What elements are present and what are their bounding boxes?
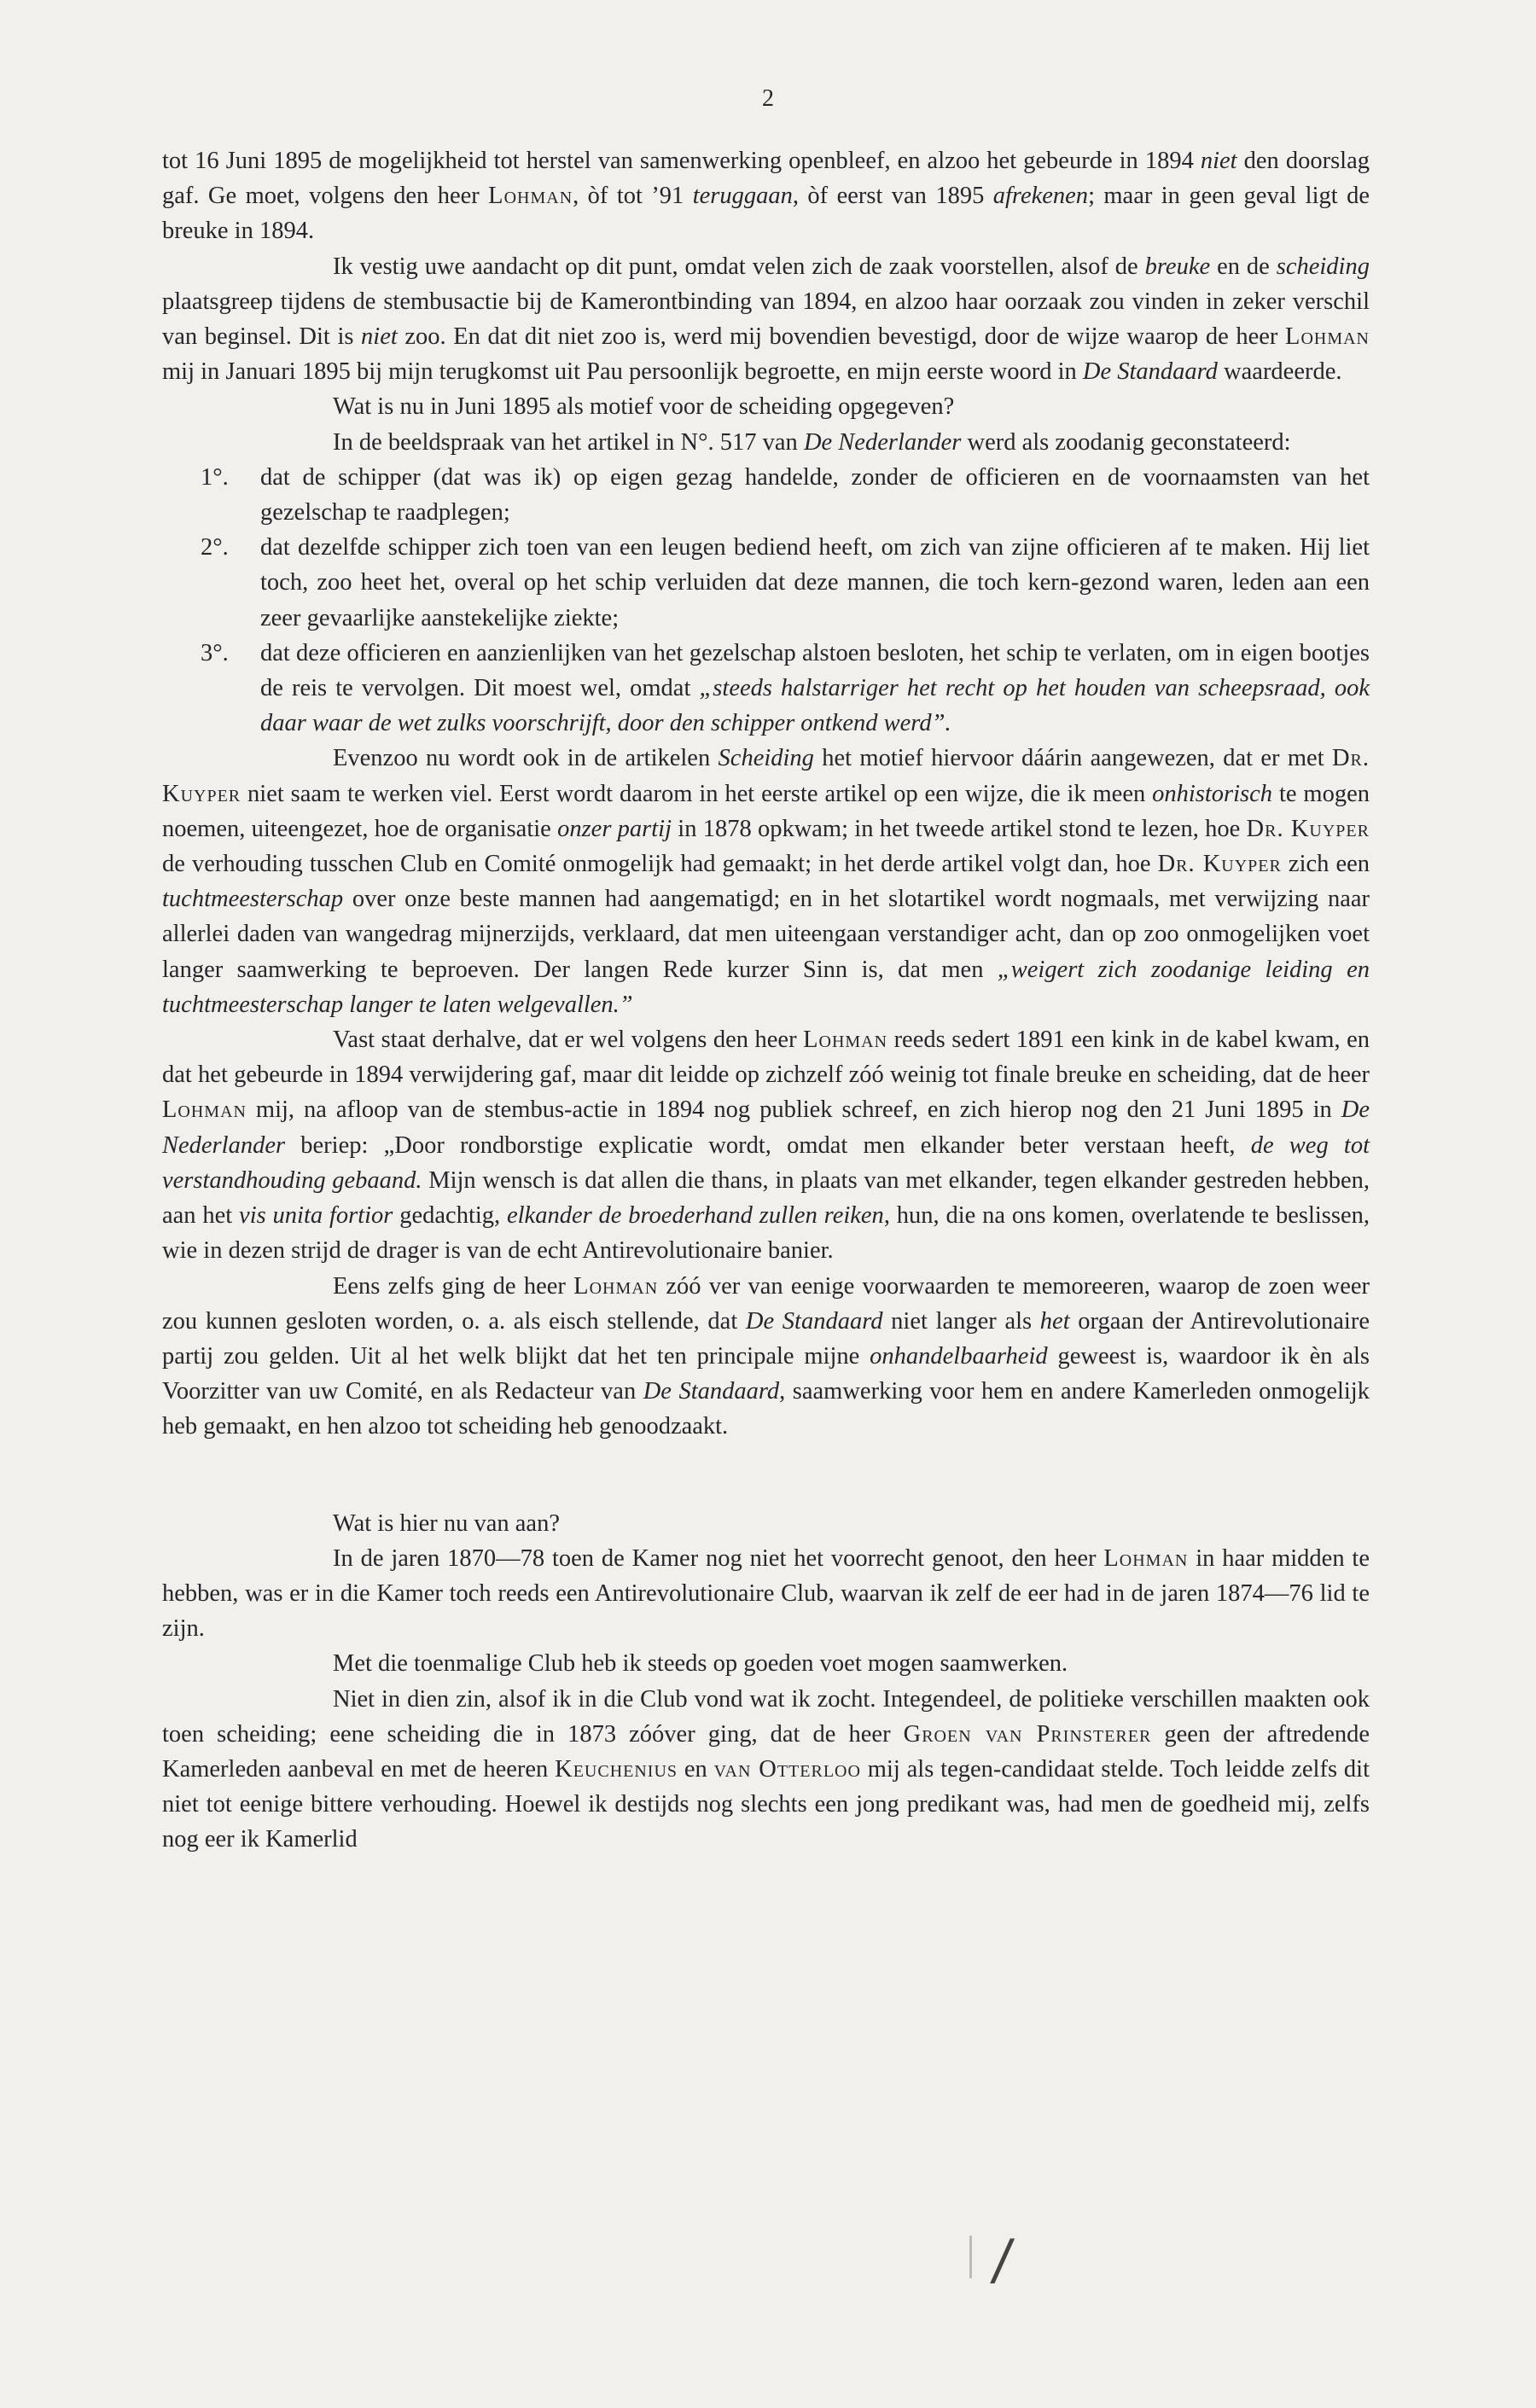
list-item — [162, 530, 1370, 636]
small-caps-name: Lohman — [162, 1096, 247, 1124]
paragraph — [162, 1269, 1370, 1445]
list-item-text — [260, 530, 1370, 636]
italic-text: De Standaard — [1082, 358, 1218, 386]
italic-text: De Nederlander — [803, 428, 962, 456]
text-run: Eens zelfs ging de heer — [333, 1272, 574, 1300]
text-run: zóó ver van eenige voorwaarden te memoreeren, waarop de zoen weer zou kunnen gesloten worden, o. a. als eisch stellende, dat — [162, 1272, 1370, 1335]
italic-text: De Standaard — [643, 1378, 780, 1405]
text-run: zich een — [1281, 851, 1370, 878]
text-run: niet langer als — [882, 1307, 1040, 1335]
small-caps-name: Lohman — [1103, 1544, 1189, 1572]
text-run: , saamwerking voor hem en andere Kamerleden onmogelijk heb gemaakt, en hen alzoo tot scheiding heb genoodzaakt. — [162, 1378, 1370, 1440]
paragraph — [162, 1506, 1370, 1541]
text-run: gedachtig, — [393, 1202, 507, 1230]
text-run: in haar midden te hebben, was er in die Kamer toch reeds een Antirevolutionaire Club, waarvan ik zelf de eer had in de jaren 1874—76 lid te zijn. — [162, 1544, 1370, 1643]
list-item — [162, 636, 1370, 742]
small-caps-name: Dr. Kuyper — [1157, 851, 1282, 878]
text-run: Mijn wensch is dat allen die thans, in plaats van met elkander, tegen elkander gestreden hebben, aan het — [162, 1166, 1370, 1230]
text-run: dat de schipper (dat was ik) op eigen gezag handelde, zonder de officieren en de voornaamsten van het gezelschap te raadplegen; — [260, 463, 1370, 526]
italic-text: onhistorisch — [1152, 780, 1273, 807]
italic-text: afrekenen — [992, 183, 1089, 210]
text-run: het motief hiervoor dáárin aangewezen, dat er met — [813, 745, 1332, 772]
text-run: Niet in dien zin, alsof ik in die Club vond wat ik zocht. Integendeel, de politieke verschillen maakten ook toen scheiding; eene scheiding die in 1873 zóóver ging, dat de heer — [162, 1685, 1370, 1748]
text-run: mij in Januari 1895 bij mijn terugkomst uit Pau persoonlijk begroette, en mijn eerste woord in — [162, 358, 1083, 386]
italic-text: tuchtmeesterschap — [162, 886, 344, 913]
list-item-text — [260, 460, 1370, 530]
text-run: dat deze officieren en aanzienlijken van het gezelschap alstoen besloten, het schip te verlaten, om in eigen bootjes de reis te vervolgen. Dit moest wel, omdat — [260, 639, 1370, 702]
italic-text: „weigert zich zoodanige leiding en tuchtmeesterschap langer te laten welgevallen.” — [162, 956, 1370, 1018]
body-text — [162, 143, 1370, 1858]
italic-text: niet — [1200, 148, 1237, 174]
text-run: en — [678, 1755, 714, 1783]
text-run: geen der aftredende Kamerleden aanbeval en met de heeren — [162, 1720, 1370, 1783]
text-run: orgaan der Antirevolutionaire partij zou gelden. Uit al het welk blijkt dat het ten principale mijne — [162, 1307, 1370, 1370]
italic-text: scheiding — [1276, 253, 1370, 280]
text-run: werd als zoodanig geconstateerd: — [961, 428, 1291, 456]
paragraph — [162, 249, 1370, 390]
paragraph — [162, 1541, 1370, 1647]
text-run: tot 16 Juni 1895 de mogelijkheid tot herstel van samenwerking openbleef, en alzoo het gebeurde in 1894 — [162, 148, 1201, 174]
text-run: plaatsgreep tijdens de stembusactie bij de Kamerontbinding van 1894, en alzoo haar oorzaak zou vinden in zeker verschil van beginsel. Dit is — [162, 288, 1370, 351]
list-item-number: 3°. — [201, 639, 229, 666]
text-run: in 1878 opkwam; in het tweede artikel stond te lezen, hoe — [672, 815, 1247, 842]
text-run: In de jaren 1870—78 toen de Kamer nog niet het voorrecht genoot, den heer — [333, 1544, 1104, 1572]
text-run: , òf tot ’91 — [573, 183, 693, 210]
paragraph — [162, 1646, 1370, 1681]
italic-text: De Standaard — [745, 1307, 883, 1335]
paragraph — [162, 389, 1370, 424]
small-caps-name: Lohman — [488, 183, 573, 210]
italic-text: teruggaan — [692, 183, 793, 210]
text-run: ; maar in geen geval ligt de breuke in 1894. — [162, 183, 1370, 245]
text-run: zoo. En dat dit niet zoo is, werd mij bovendien bevestigd, door de wijze waarop de heer — [397, 323, 1286, 351]
text-run: Ik vestig uwe aandacht op dit punt, omdat velen zich de zaak voorstellen, alsof de — [333, 253, 1145, 280]
paragraph — [162, 1682, 1370, 1858]
text-run: Vast staat derhalve, dat er wel volgens den heer — [333, 1027, 804, 1054]
italic-text: breuke — [1144, 253, 1211, 280]
small-caps-name: Keuchenius — [555, 1755, 678, 1783]
paragraph — [162, 425, 1370, 460]
text-run: Met die toenmalige Club heb ik steeds op goeden voet mogen saamwerken. — [333, 1650, 1068, 1678]
pencil-mark-icon: / — [988, 2229, 1016, 2292]
paragraph — [162, 1022, 1370, 1268]
text-run: , hun, die na ons komen, overlatende te beslissen, wie in dezen strijd de drager is van de echt Antirevolutionaire banier. — [162, 1202, 1370, 1265]
paragraph — [162, 143, 1370, 249]
text-run: te mogen noemen, uiteengezet, hoe de organisatie — [162, 780, 1370, 842]
text-run: waardeerde. — [1217, 358, 1342, 386]
italic-text: onzer partij — [557, 815, 672, 842]
paragraph — [162, 741, 1370, 1022]
text-run: beriep: „Door rondborstige explicatie wordt, omdat men elkander beter verstaan heeft, — [285, 1131, 1251, 1159]
list-item — [162, 460, 1370, 530]
text-run: Evenzoo nu wordt ook in de artikelen — [333, 745, 719, 772]
small-caps-name: Groen van Prinsterer — [903, 1720, 1152, 1748]
text-run: de verhouding tusschen Club en Comité onmogelijk had gemaakt; in het derde artikel volgt dan, hoe — [162, 851, 1158, 878]
small-caps-name: Lohman — [1285, 323, 1370, 351]
text-run: In de beeldspraak van het artikel in N°. 517 van — [333, 428, 804, 456]
small-caps-name: van Otterloo — [713, 1755, 861, 1783]
italic-text: niet — [361, 323, 398, 351]
text-run: over onze beste mannen had aangematigd; en in het slotartikel wordt nogmaals, met verwijzing naar allerlei daden van wangedrag mijnerzijds, verklaard, dat men uiteengaan verstandiger acht, dan op zoo onmogelijken voet langer saamwerking te beproeven. Der langen Rede kurzer Sinn is, dat men — [162, 886, 1370, 983]
italic-text: het — [1039, 1307, 1070, 1335]
italic-text: onhandelbaarheid — [870, 1342, 1048, 1370]
italic-text: De Nederlander — [162, 1096, 1370, 1159]
italic-text: Scheiding — [718, 745, 814, 772]
list-item-number: 2°. — [201, 534, 229, 561]
italic-text: „steeds halstarriger het recht op het houden van scheepsraad, ook daar waar de wet zulks voorschrijft, door den schipper ontkend werd”. — [260, 675, 1370, 737]
scan-mark — [969, 2236, 972, 2278]
small-caps-name: Lohman — [573, 1272, 659, 1300]
text-run: Wat is hier nu van aan? — [333, 1509, 560, 1537]
text-run: dat dezelfde schipper zich toen van een leugen bediend heeft, om zich van zijne officieren af te maken. Hij liet toch, zoo heet het, overal op het schip verluiden dat deze mannen, die toch kern-gezond waren, leden aan een zeer gevaarlijke aanstekelijke ziekte; — [260, 534, 1370, 631]
italic-text: vis unita fortior — [239, 1202, 393, 1230]
italic-text: elkander de broederhand zullen reiken — [506, 1202, 884, 1230]
text-run: mij als tegen-candidaat stelde. Toch leidde zelfs dit niet tot eenige bittere verhouding. Hoewel ik destijds nog slechts een jong predikant was, had men de goedheid mij, zelfs nog eer ik Kamerlid — [162, 1755, 1370, 1853]
italic-text: de weg tot verstandhouding gebaand. — [162, 1131, 1370, 1194]
text-run: , òf eerst van 1895 — [792, 183, 993, 210]
text-run: reeds sedert 1891 een kink in de kabel kwam, en dat het gebeurde in 1894 verwijdering gaf, maar dit leidde op zichzelf zóó weinig tot finale breuke en scheiding, dat de heer — [162, 1027, 1370, 1089]
text-run: geweest is, waardoor ik èn als Voorzitter van uw Comité, en als Redacteur van — [162, 1342, 1370, 1405]
small-caps-name: Dr. Kuyper — [162, 745, 1370, 807]
small-caps-name: Dr. Kuyper — [1246, 815, 1370, 842]
text-run: mij, na afloop van de stembus-actie in 1894 nog publiek schreef, en zich hierop nog den 21 Juni 1895 in — [246, 1096, 1341, 1124]
text-run: Wat is nu in Juni 1895 als motief voor de scheiding opgegeven? — [333, 393, 955, 421]
text-run: en de — [1210, 253, 1277, 280]
text-run: niet saam te werken viel. Eerst wordt daarom in het eerste artikel op een wijze, die ik meen — [241, 780, 1153, 807]
small-caps-name: Lohman — [803, 1027, 888, 1054]
text-run: den doorslag gaf. Ge moet, volgens den heer — [162, 148, 1370, 210]
list-item-text — [260, 636, 1370, 742]
list-item-number: 1°. — [201, 463, 229, 491]
page-number: 2 — [762, 85, 774, 112]
